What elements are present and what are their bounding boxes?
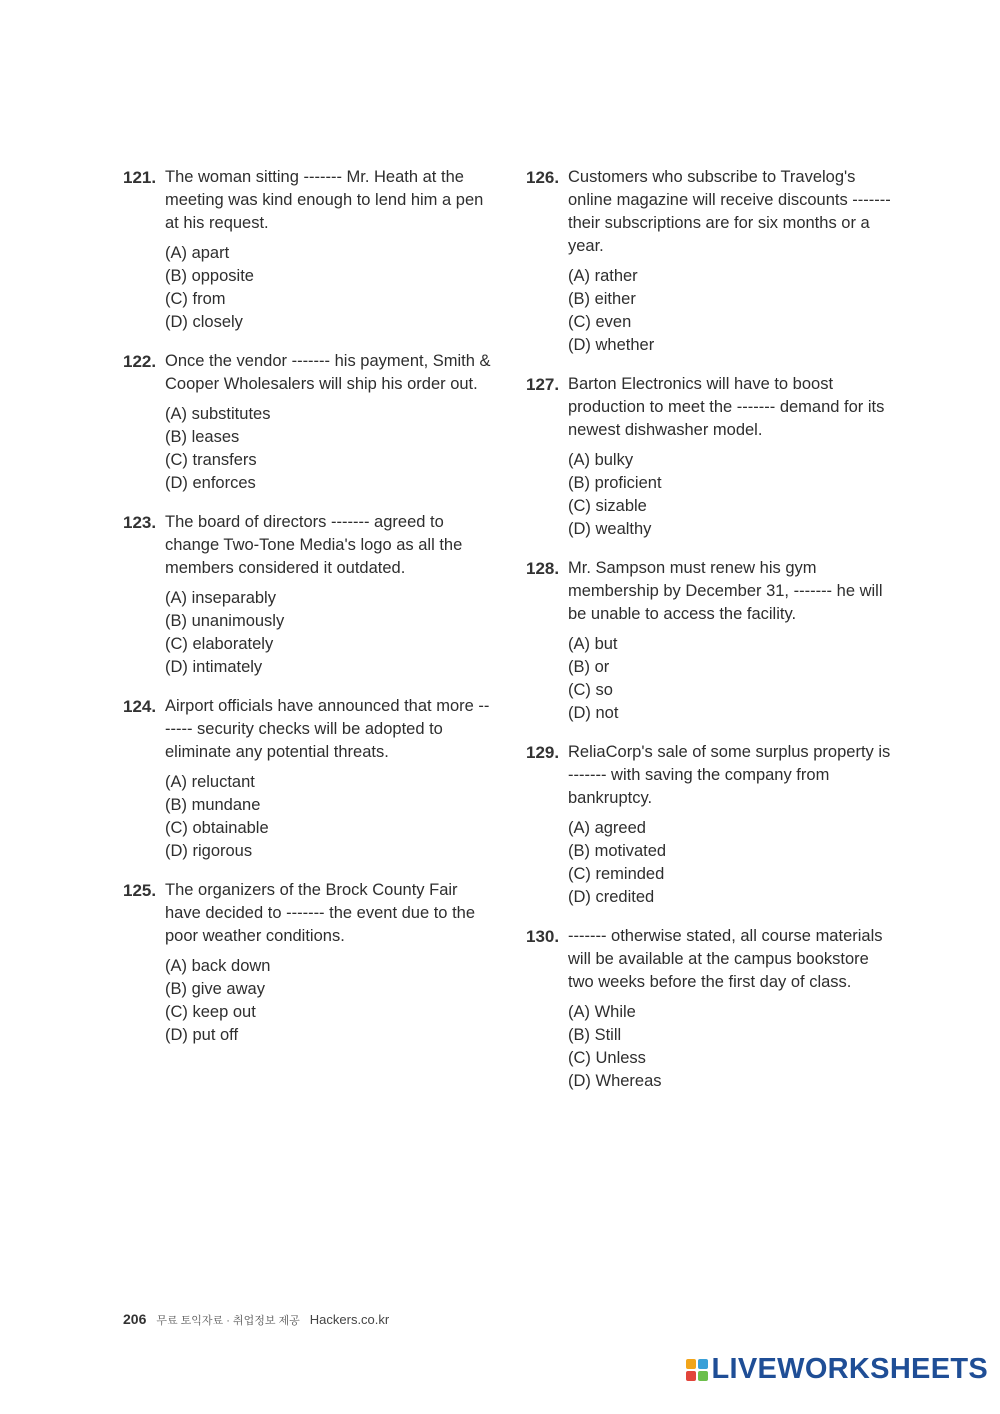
answer-option[interactable]: (B) either xyxy=(568,290,636,308)
right-question-column xyxy=(526,166,896,1109)
answer-option[interactable]: (D) wealthy xyxy=(568,520,652,538)
question-text: The board of directors ------- agreed to change Two-Tone Media's logo as all the members considered it outdated. xyxy=(165,513,463,577)
question-number: 128. xyxy=(526,559,560,578)
question-item xyxy=(123,695,493,863)
question-item xyxy=(123,879,493,1047)
answer-options xyxy=(568,1001,896,1093)
answer-option[interactable]: (A) but xyxy=(568,635,618,653)
answer-option[interactable]: (B) motivated xyxy=(568,842,667,860)
page-footer xyxy=(123,1311,389,1328)
answer-option[interactable]: (C) reminded xyxy=(568,865,665,883)
answer-option[interactable]: (D) enforces xyxy=(165,474,256,492)
footer-source-text: 무료 토익자료 · 취업정보 제공 xyxy=(156,1315,300,1327)
question-item xyxy=(526,166,896,357)
question-item xyxy=(526,373,896,541)
question-text: ReliaCorp's sale of some surplus property is ------- with saving the company from bankruptcy. xyxy=(568,743,891,807)
answer-option[interactable]: (A) apart xyxy=(165,244,230,262)
answer-option[interactable]: (D) credited xyxy=(568,888,655,906)
question-text: Customers who subscribe to Travelog's online magazine will receive discounts ------- their subscriptions are for six months or a year. xyxy=(568,168,891,255)
question-number: 126. xyxy=(526,168,560,187)
answer-options xyxy=(568,449,896,541)
answer-option[interactable]: (A) agreed xyxy=(568,819,646,837)
answer-option[interactable]: (B) leases xyxy=(165,428,240,446)
answer-options xyxy=(568,817,896,909)
question-text: ------- otherwise stated, all course materials will be available at the campus bookstore two weeks before the first day of class. xyxy=(568,927,883,991)
answer-option[interactable]: (A) inseparably xyxy=(165,589,276,607)
answer-option[interactable]: (A) While xyxy=(568,1003,636,1021)
answer-option[interactable]: (C) elaborately xyxy=(165,635,274,653)
answer-option[interactable]: (C) so xyxy=(568,681,613,699)
question-number: 121. xyxy=(123,168,157,187)
answer-option[interactable]: (B) Still xyxy=(568,1026,622,1044)
question-item xyxy=(526,557,896,725)
answer-option[interactable]: (A) rather xyxy=(568,267,638,285)
answer-option[interactable]: (C) sizable xyxy=(568,497,647,515)
question-text: The organizers of the Brock County Fair have decided to ------- the event due to the poor weather conditions. xyxy=(165,881,476,945)
liveworksheets-brand xyxy=(686,1353,989,1386)
answer-option[interactable]: (B) give away xyxy=(165,980,265,998)
answer-option[interactable]: (C) transfers xyxy=(165,451,257,469)
answer-option[interactable]: (A) reluctant xyxy=(165,773,255,791)
answer-option[interactable]: (C) keep out xyxy=(165,1003,256,1021)
answer-option[interactable]: (D) whether xyxy=(568,336,655,354)
question-number: 127. xyxy=(526,375,560,394)
question-number: 125. xyxy=(123,881,157,900)
answer-option[interactable]: (D) Whereas xyxy=(568,1072,662,1090)
page-number: 206 xyxy=(123,1311,147,1327)
question-number: 130. xyxy=(526,927,560,946)
answer-option[interactable]: (A) back down xyxy=(165,957,271,975)
answer-option[interactable]: (B) opposite xyxy=(165,267,254,285)
answer-option[interactable]: (B) proficient xyxy=(568,474,662,492)
answer-option[interactable]: (A) substitutes xyxy=(165,405,271,423)
question-text: Airport officials have announced that more ------- security checks will be adopted to eliminate any potential threats. xyxy=(165,697,490,761)
brand-name: LIVEWORKSHEETS xyxy=(711,1353,988,1385)
answer-options xyxy=(165,587,493,679)
answer-options xyxy=(568,633,896,725)
answer-option[interactable]: (C) Unless xyxy=(568,1049,646,1067)
answer-option[interactable]: (C) from xyxy=(165,290,226,308)
question-number: 122. xyxy=(123,352,157,371)
question-text: Mr. Sampson must renew his gym membership by December 31, ------- he will be unable to access the facility. xyxy=(568,559,883,623)
question-item xyxy=(123,511,493,679)
answer-option[interactable]: (D) closely xyxy=(165,313,243,331)
question-text: Once the vendor ------- his payment, Smith & Cooper Wholesalers will ship his order out. xyxy=(165,352,491,393)
question-item xyxy=(526,925,896,1093)
answer-options xyxy=(165,955,493,1047)
answer-options xyxy=(568,265,896,357)
question-item xyxy=(526,741,896,909)
left-question-column xyxy=(123,166,493,1063)
question-number: 123. xyxy=(123,513,157,532)
answer-options xyxy=(165,403,493,495)
question-text: The woman sitting ------- Mr. Heath at the meeting was kind enough to lend him a pen at his request. xyxy=(165,168,484,232)
answer-option[interactable]: (B) mundane xyxy=(165,796,261,814)
answer-option[interactable]: (B) unanimously xyxy=(165,612,285,630)
question-number: 124. xyxy=(123,697,157,716)
question-text: Barton Electronics will have to boost production to meet the ------- demand for its newest dishwasher model. xyxy=(568,375,885,439)
answer-option[interactable]: (D) intimately xyxy=(165,658,263,676)
answer-option[interactable]: (D) put off xyxy=(165,1026,239,1044)
answer-option[interactable]: (B) or xyxy=(568,658,610,676)
answer-options xyxy=(165,242,493,334)
question-item xyxy=(123,350,493,495)
answer-option[interactable]: (D) rigorous xyxy=(165,842,253,860)
question-number: 129. xyxy=(526,743,560,762)
answer-option[interactable]: (A) bulky xyxy=(568,451,634,469)
answer-option[interactable]: (C) obtainable xyxy=(165,819,269,837)
answer-option[interactable]: (C) even xyxy=(568,313,632,331)
question-item xyxy=(123,166,493,334)
footer-site-link[interactable]: Hackers.co.kr xyxy=(309,1312,390,1327)
answer-option[interactable]: (D) not xyxy=(568,704,619,722)
answer-options xyxy=(165,771,493,863)
liveworksheets-logo-icon xyxy=(686,1359,708,1381)
